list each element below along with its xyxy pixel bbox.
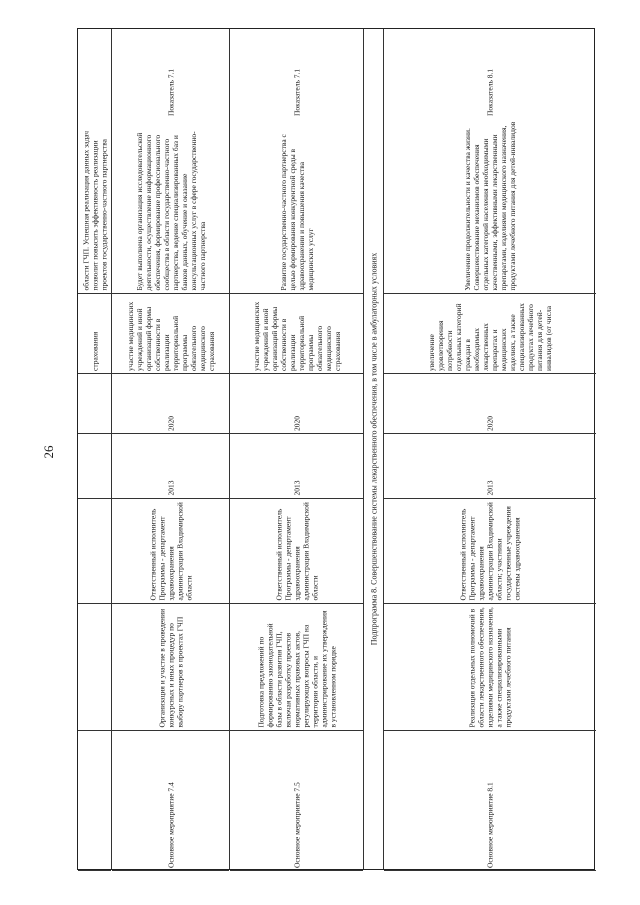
cell-end [112, 374, 229, 434]
table-row-event-7-4 [112, 29, 230, 869]
cell-text-description: Реализация отдельных полномочий в области лекарственного обеспечения, изделиями медицинского назначения, а также специализированными продуктами лечебного питания [467, 607, 513, 728]
cell-consequences [230, 119, 363, 294]
cell-expected-result [384, 294, 596, 374]
table-row-top-fragment [78, 29, 112, 869]
cell-expected-result [78, 294, 111, 374]
cell-text-executor: Ответственный исполнитель Программы - департамент здравоохранения администрации Владимирской области [148, 502, 193, 601]
cell-consequences [384, 119, 596, 294]
cell-indicator [112, 29, 229, 119]
cell-start [384, 434, 596, 499]
cell-text-event: Основное мероприятие 7.4 [166, 781, 175, 868]
cell-text-end: 2020 [166, 415, 175, 431]
cell-text-indicator: Показатель 8.1 [485, 68, 495, 116]
cell-description [384, 604, 596, 731]
cell-text-expected-result: увеличение удовлетворения потребности отдельных категорий граждан в необходимых лекарственных препаратах и медицинских изделиях, а также специализированных продуктах лечебного питания для детей-инвалидов (от числа [427, 302, 553, 371]
page-number: 26 [41, 445, 56, 459]
cell-end [230, 374, 363, 434]
cell-expected-result [230, 294, 363, 374]
cell-text-end: 2020 [485, 415, 495, 431]
cell-expected-result [112, 294, 229, 374]
cell-text-consequences: Будет выполнена организация исследовательской деятельности, осуществление информационного обеспечения, формирование профессионального сообщества в области государственно-частного партнерства, ведение специализированных баз и банков данных, обучение и оказание консультационных услуг в сфере государственно-частного партнерства [134, 131, 207, 291]
cell-text-start: 2013 [166, 480, 175, 496]
cell-text-expected-result: участие медицинских учреждений и иной организаций формы собственности в реализации территориальной программы обязательного медицинского страхования [125, 301, 216, 371]
cell-end [78, 374, 111, 434]
cell-text-consequences: Увеличение продолжительности и качества жизни. Совершенствование механизмов обеспечения отдельных категорий населения необходимыми качественными, эффективными лекарственными препаратами, изделиями медицинского назначения, продуктами лечебного питания для детей-инвалидов [463, 121, 517, 291]
cell-indicator [230, 29, 363, 119]
cell-event [78, 731, 111, 871]
cell-text-expected-result: страхования [90, 331, 99, 371]
cell-text-description: Подготовка предложений по формированию законодательной базы в области развития ГЧП, включая разработку проектов нормативных правовых актов, регулирующих вопросы ГЧП на территории области, и администрирование их утверждения в установленном порядке [256, 610, 337, 728]
cell-text-event: Основное мероприятие 8.1 [485, 781, 495, 868]
cell-executor [230, 499, 363, 604]
cell-text-start: 2013 [292, 480, 301, 496]
table-row-event-7-5 [230, 29, 364, 869]
cell-text-start: 2013 [485, 480, 495, 496]
table-row-event-8-1 [384, 29, 596, 869]
cell-description [78, 604, 111, 731]
cell-executor [112, 499, 229, 604]
cell-start [78, 434, 111, 499]
cell-indicator [78, 29, 111, 119]
cell-text-indicator: Показатель 7.1 [166, 68, 175, 116]
cell-consequences [112, 119, 229, 294]
cell-start [230, 434, 363, 499]
cell-indicator [384, 29, 596, 119]
cell-event [384, 731, 596, 871]
subprogram-title: Подпрограмма 8. Совершенствование системы лекарственного обеспечения, в том числе в амбулаторных условиях [369, 252, 378, 646]
cell-text-executor: Ответственный исполнитель Программы - департамент здравоохранения администрации Владимирской области; участники государственные учреждения системы здравоохранения [458, 502, 522, 601]
cell-text-indicator: Показатель 7.1 [292, 68, 301, 116]
cell-text-consequences: Развитие государственно-частного партнерства с целью формирования конкурентной среды в здравоохранении и повышения качества медицинских услуг [278, 134, 315, 291]
cell-text-consequences: области ГЧП. Успешная реализация данных задач позволит повысить эффективность реализации проектов государственно-частного партнерства [81, 130, 108, 291]
cell-consequences [78, 119, 111, 294]
cell-text-expected-result: участие медицинских учреждений и иной организаций формы собственности в реализации территориальной программы обязательного медицинского страхования [251, 301, 342, 371]
cell-end [384, 374, 596, 434]
cell-start [112, 434, 229, 499]
cell-event [230, 731, 363, 871]
cell-executor [384, 499, 596, 604]
document-table [77, 28, 595, 870]
table-row-subprogram-8 [364, 29, 384, 869]
cell-text-executor: Ответственный исполнитель Программы - департамент здравоохранения администрации Владимирской области [274, 502, 319, 601]
subprogram-title-cell [364, 29, 383, 869]
cell-description [230, 604, 363, 731]
cell-text-end: 2020 [292, 415, 301, 431]
cell-description [112, 604, 229, 731]
cell-text-description: Организация и участие в проведении конкурсных и иных процедур по выбору партнеров в проектах ГЧП [157, 608, 184, 728]
cell-text-event: Основное мероприятие 7.5 [292, 781, 301, 868]
cell-executor [78, 499, 111, 604]
cell-event [112, 731, 229, 871]
